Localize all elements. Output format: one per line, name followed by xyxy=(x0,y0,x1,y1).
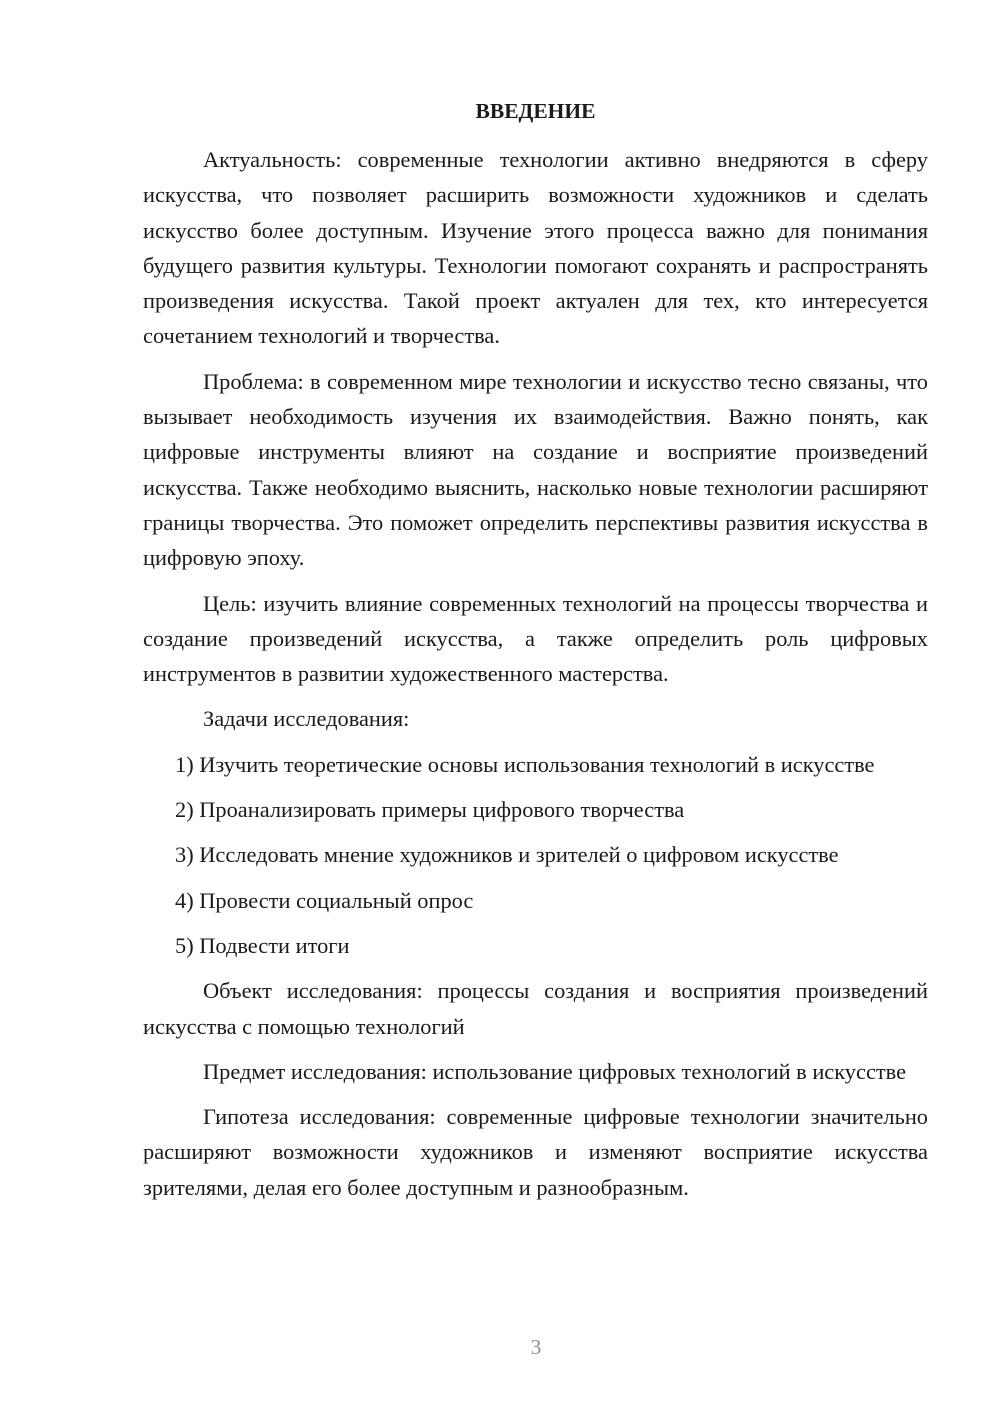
tasks-heading: Задачи исследования: xyxy=(203,706,410,732)
task-item-4: 4) Провести социальный опрос xyxy=(175,887,474,913)
hypothesis-paragraph: Гипотеза исследования: современные цифровые технологии значительно расширяют возможности художников и изменяют восприятие искусства зрителями, делая его более доступным и разнообразным. xyxy=(143,1104,928,1200)
task-item-1: 1) Изучить теоретические основы использования технологий в искусстве xyxy=(175,751,875,777)
goal-paragraph: Цель: изучить влияние современных технологий на процессы творчества и создание произведений искусства, а также определить роль цифровых инструментов в развитии художественного мастерства. xyxy=(143,590,928,687)
problem-paragraph: Проблема: в современном мире технологии и искусство тесно связаны, что вызывает необходимость изучения их взаимодействия. Важно понять, как цифровые инструменты влияют на создание и восприятие произведений искусства. Также необходимо выяснить, насколько новые технологии расширяют границы творчества. Это поможет определить перспективы развития искусства в цифровую эпоху. xyxy=(143,368,928,571)
page-title: ВВЕДЕНИЕ xyxy=(475,99,596,123)
subject-paragraph: Предмет исследования: использование цифровых технологий в искусстве xyxy=(203,1058,907,1084)
task-item-2: 2) Проанализировать примеры цифрового творчества xyxy=(175,797,685,823)
task-item-5: 5) Подвести итоги xyxy=(175,932,350,958)
page-number: 3 xyxy=(530,1335,542,1359)
object-paragraph: Объект исследования: процессы создания и восприятия произведений искусства с помощью технологий xyxy=(143,978,928,1039)
relevance-paragraph: Актуальность: современные технологии активно внедряются в сферу искусства, что позволяет расширить возможности художников и сделать искусство более доступным. Изучение этого процесса важно для понимания будущего развития культуры. Технологии помогают сохранять и распространять произведения искусства. Такой проект актуален для тех, кто интересуется сочетанием технологий и творчества. xyxy=(143,147,928,349)
document-body xyxy=(143,142,928,1215)
task-item-3: 3) Исследовать мнение художников и зрителей о цифровом искусстве xyxy=(175,842,839,868)
